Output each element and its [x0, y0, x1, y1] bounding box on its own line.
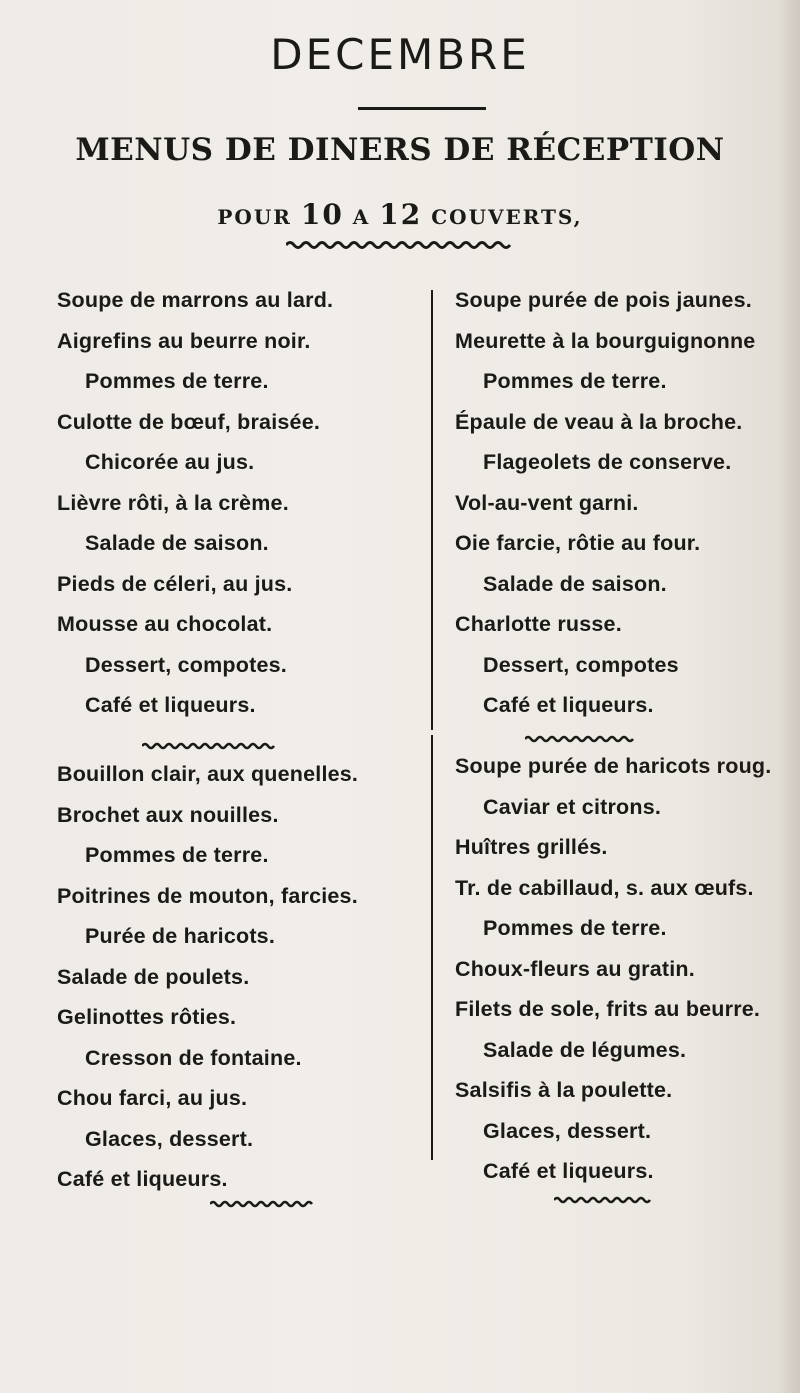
menu-item: Vol-au-vent garni. [455, 490, 639, 515]
menu-end-ornament [210, 1200, 316, 1208]
page-title: MENUS DE DINERS DE RÉCEPTION [75, 132, 725, 168]
menu-1 [57, 280, 417, 726]
menu-item: Soupe de marrons au lard. [57, 288, 334, 312]
menu-3 [455, 280, 800, 726]
menu-item: Flageolets de conserve. [483, 450, 732, 474]
menu-item: Café et liqueurs. [57, 1167, 228, 1191]
menu-item: Épaule de veau à la broche. [455, 409, 743, 434]
menu-4 [455, 746, 800, 1192]
subtitle-twelve: 12 [379, 198, 423, 231]
month-heading: DECEMBRE [270, 30, 530, 79]
menu-item: Salade de saison. [483, 571, 667, 596]
menu-item: Gelinottes rôties. [57, 1005, 237, 1029]
subtitle-a: A [352, 205, 371, 229]
menu-item: Café et liqueurs. [85, 693, 256, 717]
menu-item: Huîtres grillés. [455, 835, 608, 859]
menu-item: Salade de poulets. [57, 964, 250, 989]
menu-item: Filets de sole, frits au beurre. [455, 997, 761, 1021]
menu-item: Salsifis à la poulette. [455, 1078, 673, 1102]
menu-item: Café et liqueurs. [483, 1159, 654, 1183]
right-column-lower [455, 746, 800, 1192]
menu-item: Oie farcie, rôtie au four. [455, 531, 701, 555]
menu-item: Salade de légumes. [483, 1037, 687, 1062]
menu-item: Brochet aux nouilles. [57, 802, 279, 827]
menu-item: Glaces, dessert. [85, 1126, 254, 1151]
menu-item: Dessert, compotes [483, 652, 679, 677]
menu-item: Glaces, dessert. [483, 1118, 652, 1143]
menu-item: Charlotte russe. [455, 612, 622, 636]
menu-item: Culotte de bœuf, braisée. [57, 409, 321, 434]
menu-item: Cresson de fontaine. [85, 1045, 302, 1070]
column-divider [431, 735, 433, 1160]
menu-item: Café et liqueurs. [483, 693, 654, 717]
menu-item: Tr. de cabillaud, s. aux œufs. [455, 875, 754, 900]
menu-item: Dessert, compotes. [85, 652, 287, 677]
menu-item: Bouillon clair, aux quenelles. [57, 762, 359, 786]
menu-item: Pommes de terre. [85, 369, 269, 393]
menu-item: Pommes de terre. [85, 843, 269, 867]
left-column-lower [57, 754, 417, 1200]
menu-item: Chicorée au jus. [85, 450, 255, 474]
menu-separator-ornament [142, 742, 278, 750]
menu-item: Poitrines de mouton, farcies. [57, 883, 358, 908]
menu-item: Purée de haricots. [85, 924, 276, 948]
left-column [57, 280, 417, 726]
menu-end-ornament [554, 1196, 654, 1204]
menu-separator-ornament [525, 735, 635, 743]
title-ornament [286, 240, 514, 250]
menu-item: Caviar et citrons. [483, 794, 662, 819]
menu-item: Pommes de terre. [483, 369, 667, 393]
menu-item: Pieds de céleri, au jus. [57, 571, 293, 596]
column-divider [431, 290, 433, 730]
menu-item: Lièvre rôti, à la crème. [57, 490, 289, 515]
menu-item: Mousse au chocolat. [57, 612, 273, 636]
page-subtitle [0, 198, 800, 231]
subtitle-pour: POUR [217, 205, 292, 229]
menu-item: Choux-fleurs au gratin. [455, 956, 695, 981]
menu-item: Pommes de terre. [483, 916, 667, 940]
menu-item: Meurette à la bourguignonne [455, 328, 756, 353]
menu-item: Aigrefins au beurre noir. [57, 328, 311, 353]
heading-rule [358, 107, 486, 110]
menu-item: Soupe purée de haricots roug. [455, 754, 772, 778]
menu-item: Salade de saison. [85, 531, 269, 555]
menu-2 [57, 754, 417, 1200]
subtitle-ten: 10 [300, 198, 344, 231]
menu-item: Soupe purée de pois jaunes. [455, 288, 752, 312]
menu-item: Chou farci, au jus. [57, 1086, 248, 1110]
subtitle-couverts: COUVERTS, [431, 205, 583, 229]
right-column [455, 280, 800, 726]
